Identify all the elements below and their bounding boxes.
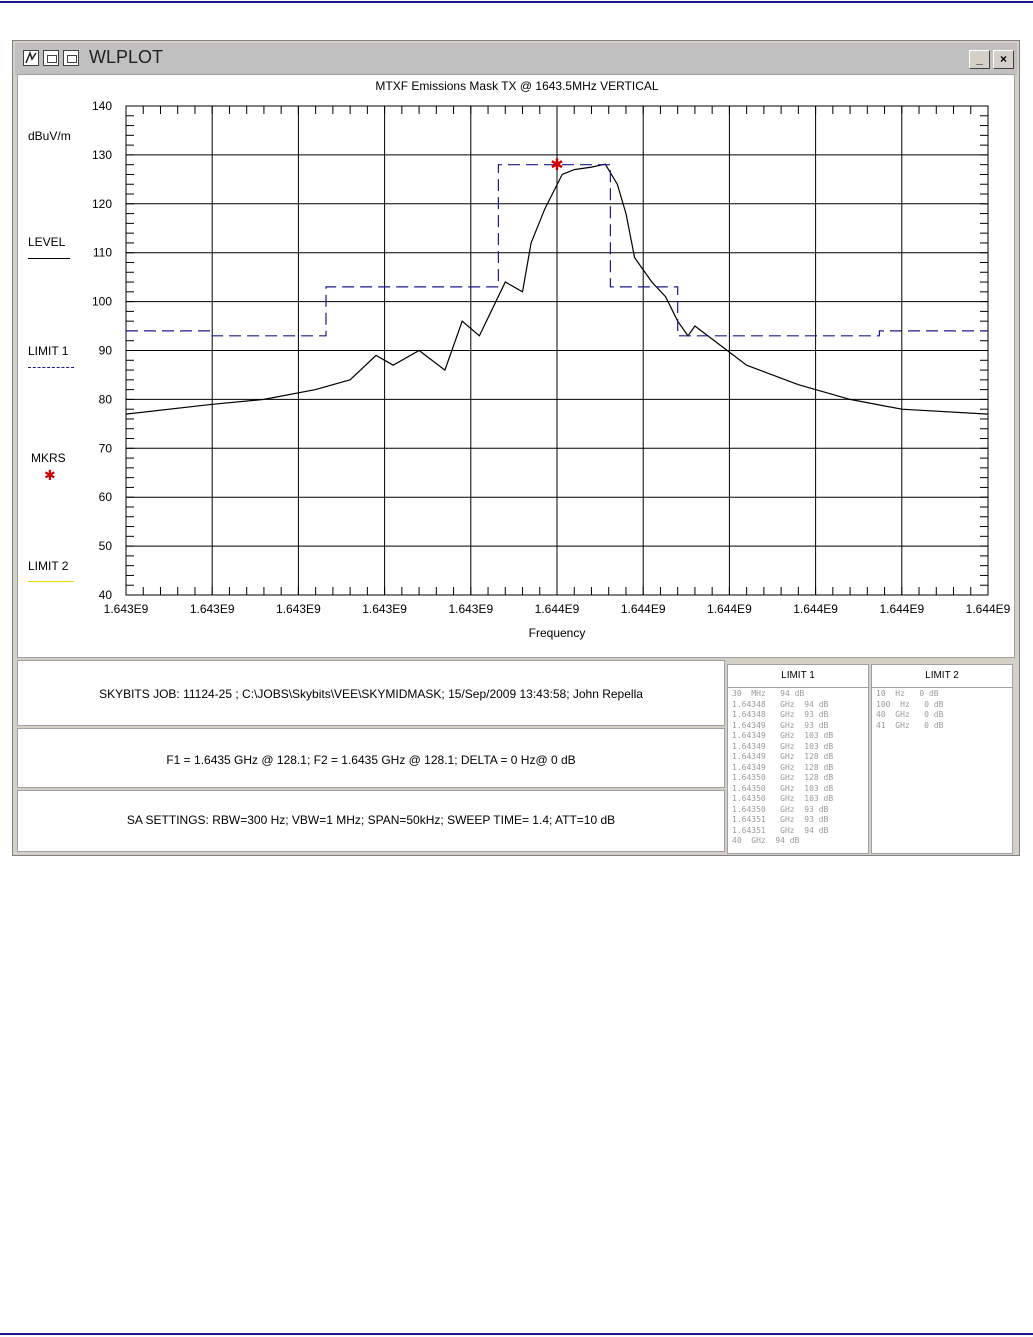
emissions-plot: [18, 75, 1016, 659]
x-tick-label: 1.644E9: [707, 602, 752, 616]
y-tick-label: 50: [98, 539, 112, 554]
legend-markers-label: MKRS: [31, 451, 66, 465]
y-tick-label: 70: [98, 441, 112, 456]
y-tick-label: 60: [98, 490, 112, 505]
x-tick-label: 1.644E9: [793, 602, 838, 616]
minimize-button[interactable]: _: [969, 50, 990, 69]
marker-info-box: [17, 728, 725, 788]
window-icon-2[interactable]: [63, 50, 79, 66]
sa-settings-box: [17, 790, 725, 852]
y-axis-unit: dBuV/m: [28, 129, 71, 143]
y-tick-label: 110: [92, 245, 112, 260]
limit2-table: [871, 664, 1013, 854]
app-icon[interactable]: [23, 50, 39, 66]
marker-info-text: F1 = 1.6435 GHz @ 128.1; F2 = 1.6435 GHz @ 128.1; DELTA = 0 Hz@ 0 dB: [166, 753, 576, 767]
limit1-table: [727, 664, 869, 854]
limit2-table-rows: 10 Hz 0 dB 100 Hz 0 dB 40 GHz 0 dB 41 GHz 0 dB: [876, 689, 944, 730]
x-tick-label: 1.644E9: [965, 602, 1011, 616]
y-tick-label: 40: [98, 588, 112, 602]
sa-settings-text: SA SETTINGS: RBW=300 Hz; VBW=1 MHz; SPAN=50kHz; SWEEP TIME= 1.4; ATT=10 dB: [126, 813, 616, 827]
job-info-text: SKYBITS JOB: 11124-25 ; C:\JOBS\Skybits\VEE\SKYMIDMASK; 15/Sep/2009 13:43:58; John Repella: [99, 687, 643, 701]
x-tick-label: 1.643E9: [448, 602, 494, 616]
window-titlebar[interactable]: [15, 43, 1017, 75]
limit2-table-title: LIMIT 2: [872, 665, 1012, 688]
x-tick-label: 1.643E9: [189, 602, 235, 616]
marker-point: ✱: [550, 157, 564, 175]
y-tick-label: 130: [91, 147, 112, 162]
y-tick-label: 90: [98, 343, 112, 358]
y-tick-label: 100: [91, 294, 112, 309]
plot-area: [17, 74, 1015, 658]
window-icon-1[interactable]: [43, 50, 59, 66]
legend-level-label: LEVEL: [28, 235, 66, 249]
legend-marker-swatch: ✱: [44, 467, 56, 483]
x-tick-label: 1.644E9: [879, 602, 925, 616]
x-tick-label: 1.644E9: [534, 602, 580, 616]
x-tick-label: 1.644E9: [620, 602, 666, 616]
y-tick-label: 80: [98, 392, 112, 407]
job-info-box: [17, 660, 725, 726]
y-tick-label: 120: [91, 196, 112, 211]
x-axis-label: Frequency: [528, 626, 586, 640]
x-tick-label: 1.643E9: [362, 602, 407, 616]
y-tick-label: 140: [91, 99, 112, 113]
x-tick-label: 1.643E9: [103, 602, 149, 616]
window-title: WLPLOT: [89, 47, 164, 67]
close-button[interactable]: ×: [993, 50, 1014, 69]
page-top-rule: [0, 1, 1033, 3]
legend-limit1-label: LIMIT 1: [28, 344, 69, 358]
limit1-table-rows: 30 MHz 94 dB 1.64348 GHz 94 dB 1.64348 GHz 93 dB 1.64349 GHz 93 dB 1.64349 GHz 103 dB 1.64349 GHz 103 dB 1.64349 GHz 128 dB 1.64349 GHz 128 dB 1.64350 GHz 128 dB 1.64350 GHz 103 dB 1.64350 GHz 103 dB 1.64350 GHz 93 dB 1.64351 GHz 93 dB 1.64351 GHz 94 dB 40 GHz 94 dB: [732, 689, 834, 845]
page-bottom-rule: [0, 1333, 1033, 1335]
chart-title: MTXF Emissions Mask TX @ 1643.5MHz VERTICAL: [375, 79, 659, 93]
legend-limit2-label: LIMIT 2: [28, 559, 69, 573]
limit1-table-title: LIMIT 1: [728, 665, 868, 688]
x-tick-label: 1.643E9: [276, 602, 321, 616]
